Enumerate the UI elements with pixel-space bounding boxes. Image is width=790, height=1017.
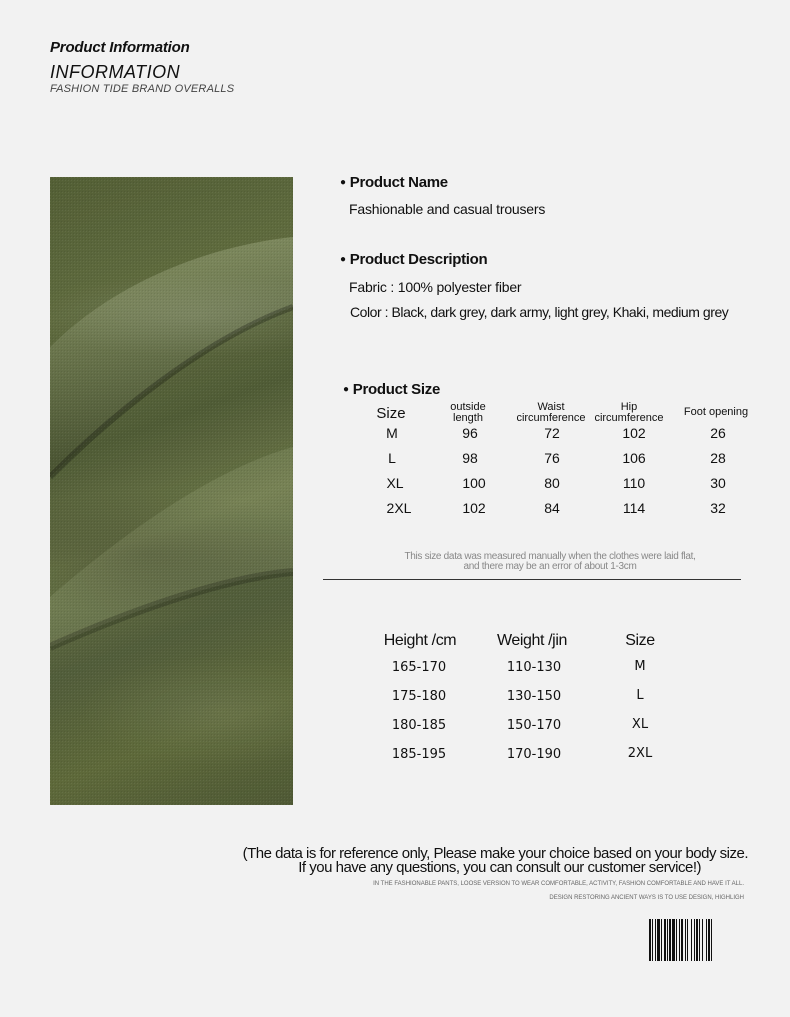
- fabric-folds: [50, 177, 293, 805]
- table-cell: 185-195: [391, 747, 447, 762]
- reference-note: [228, 847, 748, 875]
- reference-line: (The data is for reference only, Please make your choice based on your body size.: [242, 845, 748, 862]
- weight-col-header: Weight /jin: [496, 632, 567, 649]
- note-line: This size data was measured manually when the clothes were laid flat,: [404, 551, 696, 562]
- product-name-heading: [340, 174, 448, 191]
- table-cell: 30: [710, 475, 726, 491]
- page-subtitle: INFORMATION: [50, 62, 181, 82]
- product-name-heading-label: Product Name: [349, 174, 448, 191]
- table-cell: L: [636, 688, 644, 703]
- barcode-icon: [649, 919, 749, 961]
- bullet-dot-icon: ●: [343, 384, 349, 395]
- foot-opening-col-header: Foot opening: [683, 406, 749, 418]
- table-cell: 150-170: [506, 718, 562, 733]
- col-header-line: circumference: [516, 412, 586, 424]
- size-col-header: Size: [376, 405, 406, 422]
- table-cell: 32: [710, 500, 726, 516]
- table-cell: 130-150: [506, 689, 562, 704]
- table-cell: L: [388, 450, 396, 466]
- table-cell: 72: [544, 425, 560, 441]
- col-header-line: circumference: [594, 412, 664, 424]
- size-col-header: Size: [625, 632, 655, 649]
- measurement-note: [380, 552, 720, 572]
- divider: [323, 579, 741, 580]
- table-cell: 26: [710, 425, 726, 441]
- table-cell: 180-185: [391, 718, 447, 733]
- table-cell: M: [634, 659, 646, 674]
- table-cell: 2XL: [386, 500, 412, 516]
- page-title: Product Information: [50, 39, 190, 56]
- table-cell: 84: [544, 500, 560, 516]
- color-text: Color : Black, dark grey, dark army, light grey, Khaki, medium grey: [350, 304, 729, 320]
- table-cell: 76: [544, 450, 560, 466]
- table-cell: 110: [622, 475, 646, 491]
- table-cell: 80: [544, 475, 560, 491]
- table-cell: 102: [462, 500, 486, 516]
- product-size-heading-label: Product Size: [352, 381, 440, 398]
- outside-length-col-header: [438, 402, 498, 424]
- hip-col-header: [589, 402, 669, 424]
- table-cell: 96: [462, 425, 478, 441]
- product-description-heading-label: Product Description: [349, 251, 488, 268]
- table-cell: 165-170: [391, 660, 447, 675]
- table-cell: 110-130: [506, 660, 562, 675]
- table-cell: 28: [710, 450, 726, 466]
- height-col-header: Height /cm: [383, 632, 457, 649]
- table-cell: 100: [462, 475, 486, 491]
- table-cell: 98: [462, 450, 478, 466]
- product-name-text: Fashionable and casual trousers: [349, 201, 546, 217]
- fine-print-1: IN THE FASHIONABLE PANTS, LOOSE VERSION TO WEAR COMFORTABLE, ACTIVITY, FASHION COMFORTABLE AND HAVE IT ALL.: [373, 881, 744, 887]
- fine-print-2: DESIGN RESTORING ANCIENT WAYS IS TO USE DESIGN, HIGHLIGH: [549, 895, 744, 901]
- table-cell: 170-190: [506, 747, 562, 762]
- table-cell: 102: [622, 425, 646, 441]
- bullet-dot-icon: ●: [340, 254, 346, 265]
- product-description-heading: [340, 251, 487, 268]
- col-header-line: Waist: [537, 401, 565, 413]
- table-cell: 106: [622, 450, 646, 466]
- reference-line: If you have any questions, you can consult our customer service!): [298, 859, 701, 876]
- table-cell: M: [386, 425, 398, 441]
- table-cell: 2XL: [627, 746, 653, 761]
- table-cell: XL: [631, 717, 649, 732]
- table-cell: XL: [386, 475, 404, 491]
- bullet-dot-icon: ●: [340, 177, 346, 188]
- note-line: and there may be an error of about 1-3cm: [463, 561, 637, 572]
- col-header-line: Hip: [620, 401, 638, 413]
- col-header-line: outside: [450, 401, 486, 413]
- product-size-heading: [343, 381, 440, 398]
- page-tagline: FASHION TIDE BRAND OVERALLS: [50, 83, 235, 95]
- table-cell: 175-180: [391, 689, 447, 704]
- fabric-photo: [50, 177, 293, 805]
- table-cell: 114: [622, 500, 646, 516]
- col-header-line: length: [453, 412, 483, 424]
- waist-col-header: [511, 402, 591, 424]
- fabric-text: Fabric : 100% polyester fiber: [349, 279, 522, 295]
- barcode-bar: [712, 919, 714, 961]
